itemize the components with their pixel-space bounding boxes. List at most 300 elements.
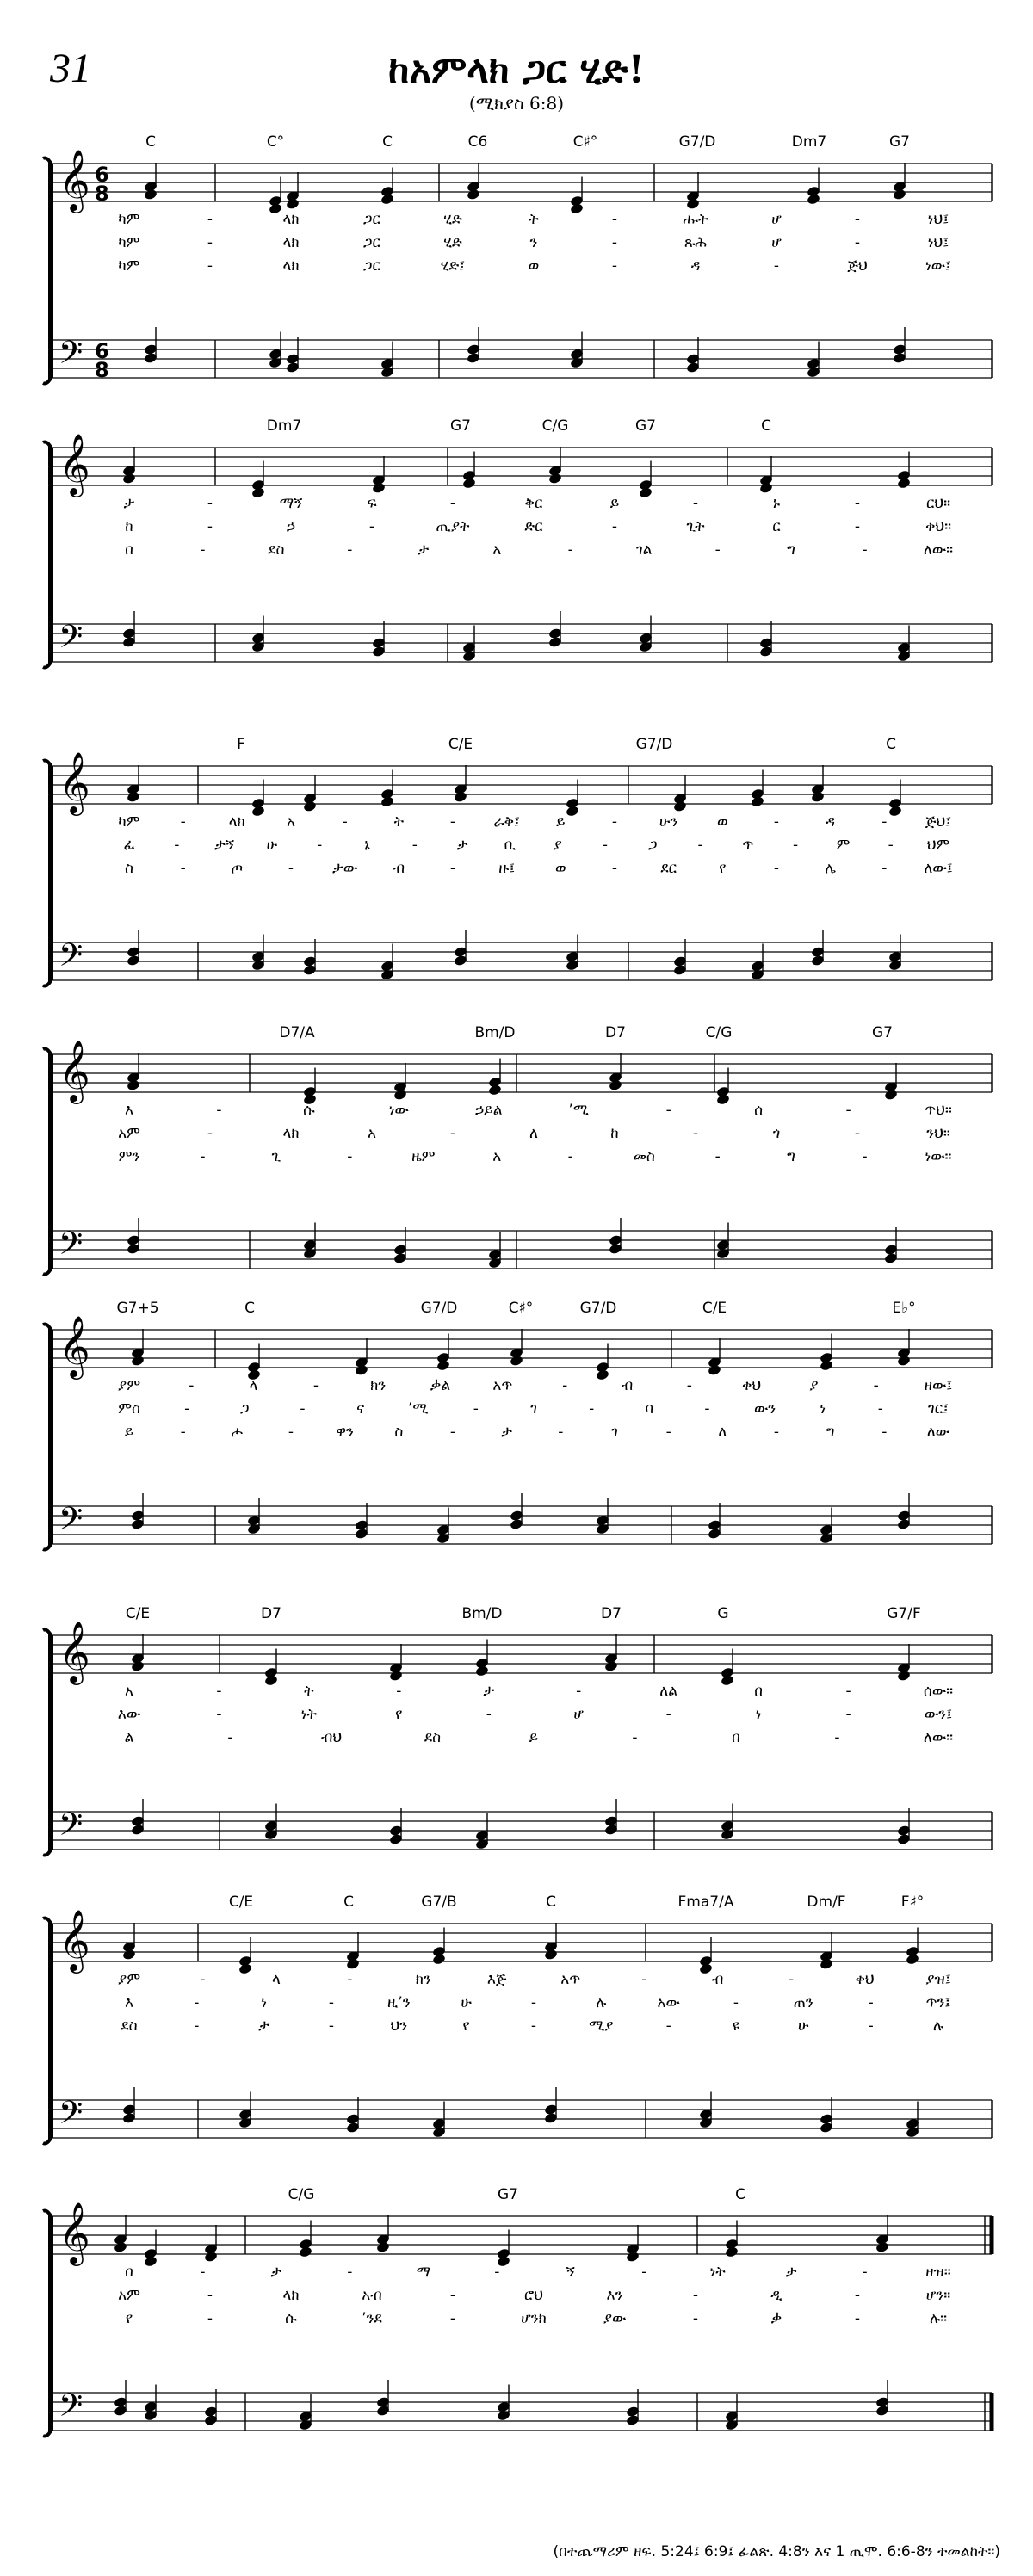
lyric-syllable: ደስ [424, 1729, 442, 1746]
note-head [888, 805, 903, 817]
lyric-syllable: - [686, 1377, 692, 1394]
treble-clef-icon: 𝄞 [59, 751, 90, 813]
lyric-syllable: ህን [390, 2017, 408, 2035]
lyric-syllable: - [862, 1148, 868, 1165]
note-head [389, 1670, 404, 1682]
lyric-syllable: - [328, 2017, 335, 2035]
lyric-syllable: ሂድ፤ [440, 257, 466, 275]
lyric-syllable: ጋ [647, 837, 658, 854]
lyric-syllable: ት [304, 1683, 314, 1700]
lyric-syllable: ታ [123, 495, 135, 512]
lyric-syllable: - [449, 813, 456, 831]
lyric-syllable: - [180, 1424, 186, 1441]
chord-symbol: G7 [450, 417, 471, 435]
lyric-syllable: ነ [261, 1994, 268, 2011]
lyric-syllable: ቀህ [855, 1971, 875, 1988]
chord-symbol: D7 [605, 1024, 626, 1041]
lyric-syllable: ርህ። [925, 495, 951, 512]
lyric-syllable: - [200, 1148, 206, 1165]
lyric-syllable: ዚ’ን [387, 1994, 411, 2011]
lyric-syllable: - [449, 2310, 456, 2327]
chord-symbol: C [735, 2186, 745, 2203]
time-signature-bottom: 8 [95, 358, 109, 382]
lyric-syllable: - [881, 813, 888, 831]
lyric-syllable: ሑት [683, 211, 708, 228]
note-head [380, 193, 395, 205]
lyric-syllable: ለው [926, 1424, 950, 1441]
note-head [751, 795, 765, 807]
lyric-syllable: - [328, 1994, 335, 2011]
song-number: 31 [50, 46, 91, 91]
lyric-syllable: ዘው፤ [924, 1377, 953, 1394]
note-head [906, 1953, 920, 1965]
lyric-syllable: ታ [258, 2017, 270, 2035]
lyric-syllable: ታ [785, 2264, 797, 2281]
lyric-syllable: - [194, 2017, 200, 2035]
lyric-syllable: ሆንክ [521, 2310, 547, 2327]
treble-clef-icon: 𝄞 [59, 1314, 90, 1377]
chord-symbol: G [717, 1605, 729, 1622]
note-head [639, 486, 653, 498]
lyric-syllable: - [200, 1971, 206, 1988]
lyric-syllable: ዳ [690, 257, 701, 275]
lyric-syllable: - [854, 2287, 861, 2304]
music-system [0, 413, 1033, 706]
treble-clef-icon: 𝄞 [59, 1908, 90, 1971]
note-head [570, 202, 585, 214]
footnote: (በተጨማሪም ዘፍ. 5:24፤ 6:9፤ ፊልጵ. 4:8ን እና 1 ጢሞ. 6:6-8ን ተመልከት።) [553, 2543, 1000, 2561]
bass-clef-icon: 𝄢 [59, 619, 84, 663]
chord-symbol: C [145, 133, 156, 151]
note-head [380, 795, 395, 807]
lyric-syllable: ቃ [770, 2310, 782, 2327]
lyric-syllable: ሆ [771, 211, 782, 228]
lyric-syllable: - [347, 1971, 353, 1988]
lyric-syllable: ጠን [793, 1994, 813, 2011]
lyric-syllable: ቃል [430, 1377, 451, 1394]
lyric-syllable: ታ [501, 1424, 513, 1441]
lyric-syllable: - [773, 1424, 780, 1441]
lyric-syllable: ያዝ፤ [925, 1971, 951, 1988]
note-head [604, 1660, 619, 1672]
lyric-syllable: - [449, 1424, 456, 1441]
lyric-syllable: ሚያ [589, 2017, 614, 2035]
lyric-syllable: - [227, 1729, 233, 1746]
bass-clef-icon: 𝄢 [59, 335, 84, 379]
lyric-syllable: ካም [118, 211, 140, 228]
chord-symbol: C [343, 1893, 354, 1911]
lyric-syllable: ወ [528, 257, 540, 275]
lyric-syllable: - [317, 837, 323, 854]
note-head [454, 791, 468, 803]
note-head [376, 2241, 391, 2253]
treble-clef-icon: 𝄞 [59, 148, 90, 211]
lyric-syllable: ከ [610, 1125, 619, 1142]
lyric-syllable: በ [732, 1729, 740, 1746]
note-head [721, 1674, 735, 1686]
lyric-syllable: - [665, 2017, 671, 2035]
lyric-syllable: ላ [249, 1377, 258, 1394]
chord-symbol: C [382, 133, 393, 151]
lyric-syllable: ያም [117, 1377, 141, 1394]
lyric-syllable: - [834, 1729, 840, 1746]
note-head [673, 800, 688, 812]
system-bracket [43, 2211, 50, 2437]
bass-clef-icon: 𝄢 [59, 2388, 84, 2431]
lyric-syllable: ሁን [659, 813, 678, 831]
note-head [807, 193, 821, 205]
lyric-syllable: አብ [362, 2287, 382, 2304]
lyric-syllable: - [611, 860, 618, 877]
chord-symbol: C/E [228, 1893, 254, 1911]
lyric-syllable: ም [836, 837, 851, 854]
chord-symbol: C/G [541, 417, 569, 435]
lyric-syllable: እ [124, 1994, 134, 2011]
note-head [144, 188, 158, 201]
lyric-syllable: ሂድ [443, 211, 462, 228]
lyric-syllable: አም [118, 1125, 140, 1142]
chord-symbol: C/G [705, 1024, 733, 1041]
lyric-syllable: ለው። [923, 541, 954, 559]
bass-clef-icon: 𝄢 [59, 1807, 84, 1850]
system-bracket [43, 1918, 50, 2144]
lyric-syllable: - [180, 813, 186, 831]
lyric-syllable: ሆን። [925, 2287, 951, 2304]
lyric-syllable: - [611, 257, 618, 275]
lyric-syllable: ቢ [504, 837, 516, 854]
note-head [548, 473, 563, 485]
lyric-syllable: - [567, 541, 573, 559]
lyric-syllable: ገ [530, 1400, 537, 1418]
lyric-syllable: - [632, 1729, 638, 1746]
scripture-reference: (ሚክያስ 6:8) [468, 93, 565, 114]
lyric-syllable: መስ [633, 1148, 655, 1165]
lyric-syllable: - [449, 860, 456, 877]
chord-symbol: G7/D [635, 736, 673, 753]
system-bracket [43, 158, 50, 384]
note-head [204, 2251, 219, 2263]
system-bracket [43, 1049, 50, 1275]
lyric-syllable: - [881, 1424, 888, 1441]
lyric-syllable: - [530, 2017, 537, 2035]
treble-clef-icon: 𝄞 [59, 1039, 90, 1102]
lyric-syllable: ገ [611, 1424, 618, 1441]
lyric-syllable: ሁ [798, 2017, 809, 2035]
lyric-syllable: ፍ [367, 495, 377, 512]
chord-symbol: C6 [467, 133, 488, 151]
lyric-syllable: ያም [117, 1971, 141, 1988]
note-head [544, 1949, 559, 1961]
lyric-syllable: - [877, 1400, 883, 1418]
note-head [238, 1962, 253, 1974]
chord-symbol: G7+5 [116, 1300, 159, 1317]
lyric-syllable: - [300, 1400, 306, 1418]
lyric-syllable: - [733, 1994, 739, 2011]
music-system [0, 1601, 1033, 1893]
time-signature-top: 6 [95, 163, 109, 187]
lyric-syllable: - [288, 1424, 294, 1441]
lyric-syllable: ላክ [282, 1125, 300, 1142]
chord-symbol: G7/D [420, 1300, 458, 1317]
lyric-syllable: - [207, 211, 213, 228]
lyric-syllable: ካም [118, 234, 140, 251]
music-system [0, 1889, 1033, 2182]
lyric-syllable: እን [606, 2287, 623, 2304]
lyric-syllable: ያ [553, 837, 562, 854]
lyric-syllable: ሮህ [523, 2287, 544, 2304]
lyric-syllable: ነት [709, 2264, 726, 2281]
note-head [875, 2241, 890, 2253]
lyric-syllable: አጥ [492, 1377, 513, 1394]
lyric-syllable: - [854, 211, 861, 228]
lyric-syllable: ወ [717, 813, 728, 831]
note-head [893, 188, 907, 201]
lyric-syllable: ግ [787, 541, 796, 559]
lyric-syllable: - [567, 1148, 573, 1165]
lyric-syllable: - [207, 257, 213, 275]
note-head [432, 1953, 447, 1965]
lyric-syllable: ጥ [742, 837, 754, 854]
lyric-syllable: - [207, 495, 213, 512]
chord-symbol: Bm/D [461, 1605, 503, 1622]
treble-clef-icon: 𝄞 [59, 2201, 90, 2264]
lyric-syllable: ፈ [123, 837, 135, 854]
lyric-syllable: - [845, 1706, 851, 1723]
lyric-syllable: - [216, 1683, 222, 1700]
lyric-syllable: ጥን፤ [925, 1994, 951, 2011]
lyric-syllable: ማ [416, 2264, 431, 2281]
chord-symbol: E♭° [892, 1300, 916, 1317]
lyric-syllable: ውን፤ [924, 1706, 953, 1723]
lyric-syllable: - [216, 1706, 222, 1723]
music-system [0, 732, 1033, 1024]
lyric-syllable: ሉ [932, 2017, 944, 2035]
chord-symbol: C/E [125, 1605, 151, 1622]
note-head [131, 1660, 145, 1672]
lyric-syllable: አ [492, 1148, 502, 1165]
lyric-syllable: ገል [635, 541, 653, 559]
lyric-syllable: ቅር [524, 495, 543, 512]
lyric-syllable: ይ [556, 813, 566, 831]
lyric-syllable: ላ [271, 1971, 281, 1988]
chord-symbol: G7/F [887, 1605, 921, 1622]
note-head [144, 2255, 158, 2267]
lyric-syllable: ድር [524, 518, 543, 535]
lyric-syllable: ነ [755, 1706, 762, 1723]
lyric-syllable: ነህ፤ [927, 211, 949, 228]
note-head [566, 805, 580, 817]
lyric-syllable: ሉ [596, 1994, 607, 2011]
lyric-syllable: - [665, 1706, 671, 1723]
lyric-syllable: ባ [645, 1400, 654, 1418]
lyric-syllable: ላክ [282, 2287, 300, 2304]
lyric-syllable: - [611, 813, 618, 831]
chord-symbol: Fma7/A [677, 1893, 734, 1911]
chord-symbol: G7/D [579, 1300, 617, 1317]
note-head [127, 1079, 141, 1091]
lyric-syllable: - [881, 860, 888, 877]
lyric-syllable: ጋ [240, 1400, 250, 1418]
lyric-syllable: ይ [124, 1424, 134, 1441]
lyric-syllable: ነ [820, 1400, 826, 1418]
lyric-syllable: ል [124, 1729, 134, 1746]
lyric-syllable: ቀህ። [925, 518, 952, 535]
lyric-syllable: - [189, 1377, 195, 1394]
chord-symbol: D7/A [279, 1024, 315, 1041]
note-head [488, 1084, 503, 1096]
system-bracket [43, 1630, 50, 1856]
lyric-syllable: ክን [370, 1377, 387, 1394]
lyric-syllable: ምን [118, 1148, 140, 1165]
lyric-syllable: አው [657, 1994, 680, 2011]
lyric-syllable: የ [395, 1706, 403, 1723]
lyric-syllable: ህም [926, 837, 950, 854]
note-head [264, 1674, 279, 1686]
lyric-syllable: ታኝ [214, 837, 235, 854]
time-signature-top: 6 [95, 339, 109, 363]
lyric-syllable: ለው። [923, 1729, 954, 1746]
lyric-syllable: ሌ [825, 860, 836, 877]
lyric-syllable: ዘዝ። [925, 2264, 951, 2281]
chord-symbol: C♯° [572, 133, 598, 151]
lyric-syllable: - [473, 1400, 479, 1418]
lyric-syllable: - [611, 518, 618, 535]
lyric-syllable: ይ [609, 495, 620, 512]
lyric-syllable: አ [287, 813, 295, 831]
lyric-syllable: - [288, 860, 294, 877]
chord-symbol: G7 [872, 1024, 893, 1041]
note-head [708, 1364, 722, 1376]
lyric-syllable: - [773, 860, 780, 877]
note-head [759, 482, 774, 494]
note-head [372, 482, 387, 494]
lyric-syllable: እው [117, 1706, 141, 1723]
note-head [131, 1355, 145, 1367]
chord-symbol: G7/B [421, 1893, 457, 1911]
time-signature-bottom: 8 [95, 182, 109, 206]
note-head [820, 1359, 834, 1371]
note-head [626, 2251, 640, 2263]
lyric-syllable: የ [462, 2017, 470, 2035]
lyric-syllable: - [611, 234, 618, 251]
lyric-syllable: ጋር [363, 257, 380, 275]
lyric-syllable: ጋር [363, 234, 380, 251]
chord-symbol: C/G [288, 2186, 315, 2203]
lyric-syllable: እ [124, 1102, 134, 1119]
note-head [462, 477, 477, 489]
lyric-syllable: - [854, 518, 861, 535]
lyric-syllable: - [180, 860, 186, 877]
chord-symbol: D7 [261, 1605, 281, 1622]
note-head [725, 2246, 739, 2258]
lyric-syllable: - [347, 1148, 353, 1165]
lyric-syllable: ብ [393, 860, 405, 877]
lyric-syllable: - [854, 1125, 861, 1142]
lyric-syllable: - [888, 837, 894, 854]
note-head [699, 1962, 714, 1974]
lyric-syllable: ከ [125, 518, 133, 535]
lyric-syllable: ወ [555, 860, 566, 877]
note-head [346, 1958, 361, 1970]
chord-symbol: F♯° [900, 1893, 925, 1911]
lyric-syllable: ላክ [282, 211, 300, 228]
lyric-syllable: ይ [529, 1729, 539, 1746]
lyric-syllable: ኃ [286, 518, 296, 535]
system-bracket [43, 442, 50, 668]
lyric-syllable: ጥህ። [925, 1102, 952, 1119]
lyric-syllable: ሰ [754, 1102, 764, 1119]
lyric-syllable: ታ [456, 837, 468, 854]
lyric-syllable: ንህ። [926, 1125, 950, 1142]
lyric-syllable: ጊ [271, 1148, 281, 1165]
chord-symbol: C [244, 1300, 255, 1317]
lyric-syllable: ዋን [336, 1424, 354, 1441]
lyric-syllable: ን [529, 234, 538, 251]
lyric-syllable: ’ሚ [407, 1400, 429, 1418]
note-head [251, 805, 266, 817]
lyric-syllable: አ [125, 1683, 133, 1700]
lyric-syllable: ለ [718, 1424, 727, 1441]
treble-clef-icon: 𝄞 [59, 432, 90, 495]
lyric-syllable: በ [754, 1683, 763, 1700]
lyric-syllable: ዙ፤ [498, 860, 516, 877]
lyric-syllable: በ [125, 541, 133, 559]
lyric-syllable: ሆ [771, 234, 782, 251]
lyric-syllable: ደስ [121, 2017, 138, 2035]
lyric-syllable: - [868, 1994, 874, 2011]
lyric-syllable: - [494, 2264, 500, 2281]
lyric-syllable: ስ [394, 1424, 404, 1441]
lyric-syllable: ት [529, 211, 539, 228]
note-head [303, 800, 318, 812]
lyric-syllable: ግ [826, 1424, 835, 1441]
lyric-syllable: ጢያት [436, 518, 470, 535]
lyric-syllable: ’ንደ [362, 2310, 382, 2327]
lyric-syllable: ሰው። [923, 1683, 954, 1700]
lyric-syllable: ውን [753, 1400, 776, 1418]
lyric-syllable: አም [118, 2287, 140, 2304]
lyric-syllable: ምስ [118, 1400, 140, 1418]
treble-clef-icon: 𝄞 [59, 1620, 90, 1683]
lyric-syllable: - [342, 813, 348, 831]
lyric-syllable: - [854, 495, 861, 512]
lyric-syllable: ነህ፤ [927, 234, 949, 251]
note-head [299, 2246, 313, 2258]
note-head [897, 477, 912, 489]
lyric-syllable: - [692, 2287, 699, 2304]
lyric-syllable: የ [719, 860, 727, 877]
lyric-syllable: ታው [332, 860, 358, 877]
lyric-syllable: - [396, 1683, 402, 1700]
lyric-syllable: ያ [809, 1377, 819, 1394]
lyric-syllable: ት [393, 813, 405, 831]
lyric-syllable: ካም [118, 257, 140, 275]
lyric-syllable: ኑ [772, 495, 781, 512]
lyric-syllable: ታ [270, 2264, 282, 2281]
note-head [355, 1364, 369, 1376]
lyric-syllable: - [793, 837, 799, 854]
lyric-syllable: - [207, 2310, 213, 2327]
lyric-syllable: - [207, 518, 213, 535]
lyric-syllable: ሁ [266, 837, 278, 854]
lyric-syllable: - [697, 837, 703, 854]
system-bracket [43, 761, 50, 986]
music-system [0, 129, 1033, 422]
lyric-syllable: ጎ [772, 1125, 781, 1142]
lyric-syllable: ስ [125, 860, 133, 877]
note-head [122, 473, 137, 485]
lyric-syllable: ነው [388, 1102, 409, 1119]
